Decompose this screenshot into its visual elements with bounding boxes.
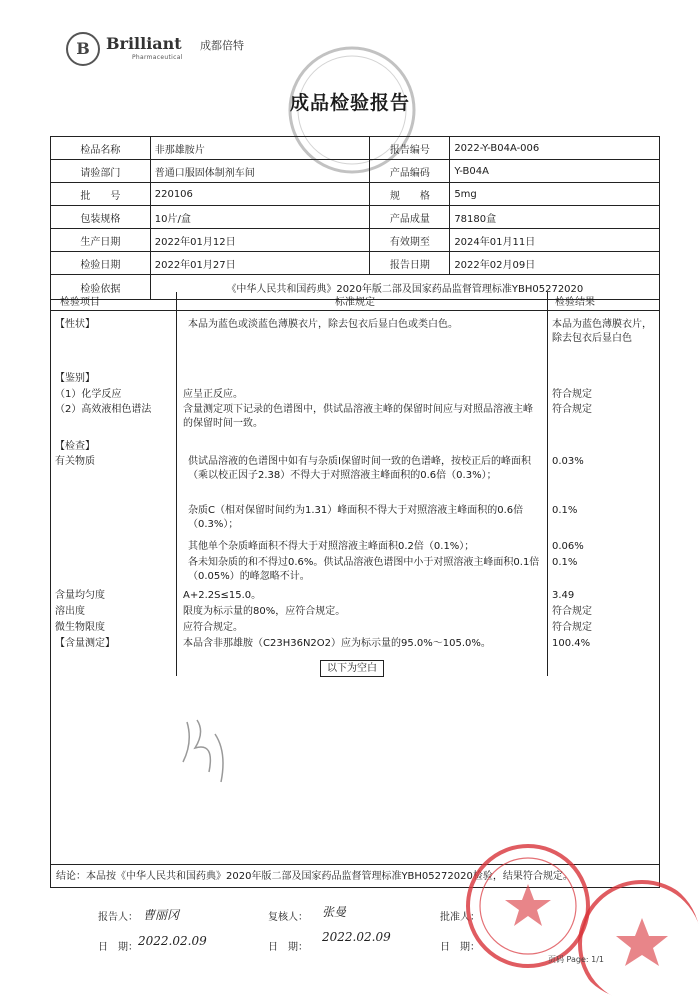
test-standard: 含量测定项下记录的色谱图中，供试品溶液主峰的保留时间应与对照品溶液主峰的保留时间一致。 bbox=[183, 404, 533, 429]
info-label: 规 格 bbox=[370, 183, 450, 206]
info-label: 有效期至 bbox=[370, 229, 450, 252]
info-table bbox=[50, 136, 660, 300]
handwritten-mark bbox=[175, 712, 245, 792]
logo-name: Brilliant bbox=[106, 34, 182, 53]
logo-mark: B bbox=[66, 32, 100, 66]
test-standard: 应呈正反应。 bbox=[183, 389, 243, 400]
test-result: 0.1% bbox=[552, 557, 578, 568]
test-item: 【含量测定】 bbox=[55, 638, 115, 649]
info-label: 产品编码 bbox=[370, 160, 450, 183]
conclusion: 结论：本品按《中华人民共和国药典》2020年版二部及国家药品监督管理标准YBH05272020检验，结果符合规定。 bbox=[56, 871, 573, 882]
test-item: （2）高效液相色谱法 bbox=[55, 404, 152, 415]
test-item: 【性状】 bbox=[55, 319, 95, 330]
info-row bbox=[51, 160, 660, 183]
test-result: 0.1% bbox=[552, 505, 578, 516]
test-result: 符合规定 bbox=[552, 389, 592, 400]
info-row bbox=[51, 137, 660, 160]
test-result: 0.03% bbox=[552, 456, 584, 467]
test-item: 【检查】 bbox=[55, 441, 95, 452]
info-value: 5mg bbox=[450, 183, 660, 206]
reviewer-date-label: 日 期： bbox=[268, 942, 308, 953]
header-standard: 标准规定 bbox=[335, 297, 375, 308]
company-logo bbox=[66, 32, 266, 68]
header-result: 检验结果 bbox=[555, 297, 595, 308]
reporter-signature: 曹丽冈 bbox=[143, 908, 180, 922]
test-result: 符合规定 bbox=[552, 606, 592, 617]
info-value: 220106 bbox=[150, 183, 370, 206]
test-item: 微生物限度 bbox=[55, 622, 105, 633]
info-value: 2022年01月27日 bbox=[150, 252, 370, 275]
info-label: 检品名称 bbox=[51, 137, 151, 160]
info-row bbox=[51, 252, 660, 275]
test-result: 本品为蓝色薄膜衣片，除去包衣后显白色 bbox=[552, 319, 652, 344]
info-label: 报告日期 bbox=[370, 252, 450, 275]
info-label: 检验日期 bbox=[51, 252, 151, 275]
page-number: 页码 Page: 1/1 bbox=[548, 955, 605, 964]
logo-cn-name: 成都倍特 bbox=[200, 39, 244, 52]
test-result: 100.4% bbox=[552, 638, 591, 649]
reviewer-date: 2022.02.09 bbox=[322, 930, 391, 944]
info-value: 2022年01月12日 bbox=[150, 229, 370, 252]
test-item: 含量均匀度 bbox=[55, 590, 105, 601]
info-value: 普通口服固体制剂车间 bbox=[150, 160, 370, 183]
test-item: 有关物质 bbox=[55, 456, 95, 467]
info-value: 78180盒 bbox=[450, 206, 660, 229]
info-label: 生产日期 bbox=[51, 229, 151, 252]
test-result: 0.06% bbox=[552, 541, 584, 552]
test-item: （1）化学反应 bbox=[55, 389, 122, 400]
info-label: 请验部门 bbox=[51, 160, 151, 183]
info-value: 2022年02月09日 bbox=[450, 252, 660, 275]
reviewer-label: 复核人： bbox=[268, 912, 308, 923]
blank-marker: 以下为空白 bbox=[320, 660, 384, 677]
info-row bbox=[51, 183, 660, 206]
info-row bbox=[51, 206, 660, 229]
info-value: 2024年01月11日 bbox=[450, 229, 660, 252]
header-item: 检验项目 bbox=[60, 297, 100, 308]
test-standard: 杂质C（相对保留时间约为1.31）峰面积不得大于对照溶液主峰面积的0.6倍（0.3%）； bbox=[188, 505, 524, 530]
reporter-date-label: 日 期： bbox=[98, 942, 138, 953]
logo-subtitle: Pharmaceutical bbox=[132, 54, 183, 61]
basis-label: 检验依据 bbox=[51, 275, 151, 300]
approver-date-label: 日 期： bbox=[440, 942, 480, 953]
test-standard: 其他单个杂质峰面积不得大于对照溶液主峰面积0.2倍（0.1%）； bbox=[188, 541, 475, 552]
info-row bbox=[51, 229, 660, 252]
info-label: 产品成量 bbox=[370, 206, 450, 229]
test-standard: 供试品溶液的色谱图中如有与杂质I保留时间一致的色谱峰，按校正后的峰面积（乘以校正因子2.38）不得大于对照溶液主峰面积的0.6倍（0.3%）； bbox=[188, 456, 531, 481]
test-standard: 本品为蓝色或淡蓝色薄膜衣片，除去包衣后显白色或类白色。 bbox=[188, 319, 458, 330]
info-value: 10片/盒 bbox=[150, 206, 370, 229]
reviewer-signature: 张曼 bbox=[322, 905, 347, 919]
test-result: 符合规定 bbox=[552, 622, 592, 633]
test-standard: 应符合规定。 bbox=[183, 622, 243, 633]
test-item: 溶出度 bbox=[55, 606, 85, 617]
reporter-date: 2022.02.09 bbox=[138, 934, 207, 948]
info-label: 批 号 bbox=[51, 183, 151, 206]
reporter-label: 报告人： bbox=[98, 912, 138, 923]
basis-value: 《中华人民共和国药典》2020年版二部及国家药品监督管理标准YBH05272020 bbox=[150, 275, 659, 300]
info-value: 非那雄胺片 bbox=[150, 137, 370, 160]
info-value: Y-B04A bbox=[450, 160, 660, 183]
info-label: 包装规格 bbox=[51, 206, 151, 229]
info-value: 2022-Y-B04A-006 bbox=[450, 137, 660, 160]
col-divider-right bbox=[547, 292, 548, 676]
page-title: 成品检验报告 bbox=[289, 92, 410, 114]
test-standard: 限度为标示量的80%，应符合规定。 bbox=[183, 606, 346, 617]
info-label: 报告编号 bbox=[370, 137, 450, 160]
red-seal-company bbox=[572, 876, 700, 1000]
test-standard: 各未知杂质的和不得过0.6%。供试品溶液色谱图中小于对照溶液主峰面积0.1倍（0.05%）的峰忽略不计。 bbox=[188, 557, 540, 582]
test-standard: A+2.2S≤15.0。 bbox=[183, 590, 262, 601]
header-divider bbox=[50, 310, 660, 311]
approver-label: 批准人： bbox=[440, 912, 480, 923]
test-result: 符合规定 bbox=[552, 404, 592, 415]
col-divider-left bbox=[176, 292, 177, 676]
test-item: 【鉴别】 bbox=[55, 373, 95, 384]
test-result: 3.49 bbox=[552, 590, 575, 601]
test-standard: 本品含非那雄胺（C23H36N2O2）应为标示量的95.0%～105.0%。 bbox=[183, 638, 491, 649]
